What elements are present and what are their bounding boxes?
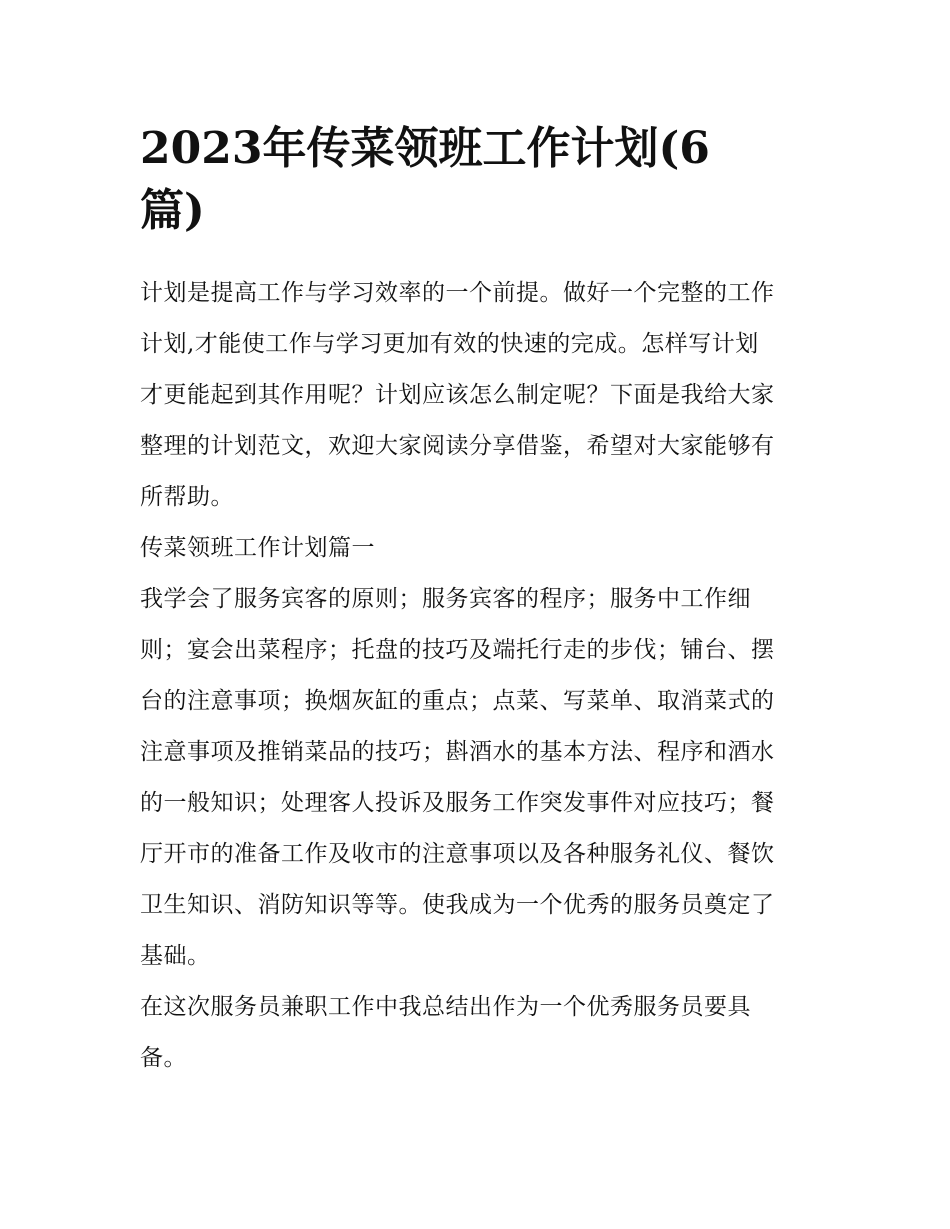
title-line: 2023年传菜领班工作计划(6 — [140, 123, 710, 174]
closing-paragraph — [140, 982, 820, 1084]
intro-line: 所帮助。 — [140, 484, 234, 510]
closing-line: 备。 — [140, 1045, 187, 1071]
body-paragraph — [140, 574, 820, 982]
section-heading: 传菜领班工作计划篇一 — [140, 535, 375, 561]
intro-line: 计划,才能使工作与学习更加有效的快速的完成。怎样写计划 — [140, 331, 759, 357]
body-line: 注意事项及推销菜品的技巧；斟酒水的基本方法、程序和酒水 — [140, 739, 775, 765]
title-line: 篇) — [140, 185, 205, 236]
body-line: 则；宴会出菜程序；托盘的技巧及端托行走的步伐；铺台、摆 — [140, 637, 775, 663]
body-line: 基础。 — [140, 943, 211, 969]
intro-paragraph — [140, 268, 820, 523]
intro-line: 整理的计划范文，欢迎大家阅读分享借鉴，希望对大家能够有 — [140, 433, 775, 459]
closing-line: 在这次服务员兼职工作中我总结出作为一个优秀服务员要具 — [140, 994, 751, 1020]
document-title — [140, 118, 780, 242]
body-line: 的一般知识；处理客人投诉及服务工作突发事件对应技巧；餐 — [140, 790, 775, 816]
intro-line: 才更能起到其作用呢？计划应该怎么制定呢？下面是我给大家 — [140, 382, 775, 408]
intro-line: 计划是提高工作与学习效率的一个前提。做好一个完整的工作 — [140, 280, 775, 306]
document-page — [140, 118, 820, 1084]
body-line: 我学会了服务宾客的原则；服务宾客的程序；服务中工作细 — [140, 586, 751, 612]
body-line: 厅开市的准备工作及收市的注意事项以及各种服务礼仪、餐饮 — [140, 841, 775, 867]
body-line: 台的注意事项；换烟灰缸的重点；点菜、写菜单、取消菜式的 — [140, 688, 775, 714]
body-line: 卫生知识、消防知识等等。使我成为一个优秀的服务员奠定了 — [140, 892, 775, 918]
